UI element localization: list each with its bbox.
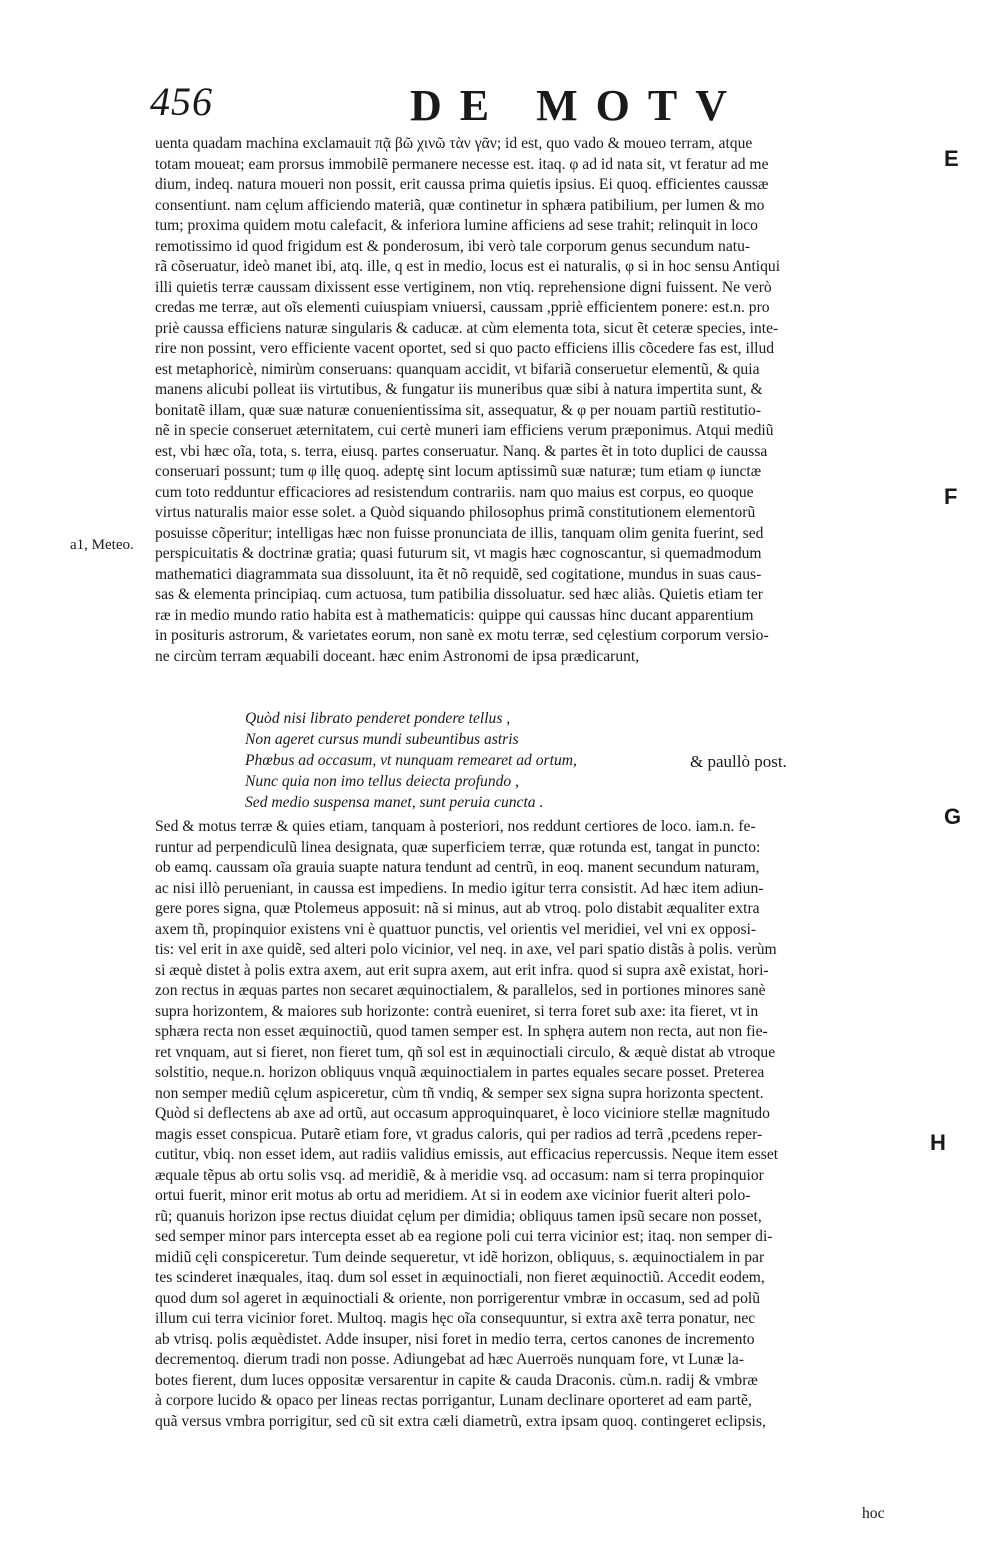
text-line: zon rectus in æquas partes non secaret æquinoctialem, & parallelos, sed in portiones minores sanè — [155, 982, 766, 999]
text-line: rire non possint, vero efficiente vacent oportet, sed si quo pacto efficiens illis cõcedere fas est, illud — [155, 340, 775, 357]
text-line: axem tñ, propinquior existens vni è quattuor punctis, vel orientis vel meridiei, vel vni ex opposi- — [155, 920, 757, 938]
verse-side-note: & paullò post. — [690, 752, 787, 771]
text-line: posuisse cõperitur; intelligas hæc non fuisse pronunciata de illis, tanquam olim genita fuerint, sed — [155, 524, 764, 542]
verse-quotation — [245, 708, 745, 813]
text-line: totam moueat; eam prorsus immobilẽ permanere necesse est. itaq. φ ad id nata sit, vt feratur ad me — [155, 155, 769, 173]
text-line: Phœbus ad occasum, vt nunquam remearet ad ortum, — [245, 752, 577, 769]
section-marker-f: F — [944, 484, 958, 509]
text-line: botes fierent, dum luces oppositæ versarentur in capite & cauda Draconis. cùm.n. radij & vmbræ — [155, 1371, 758, 1389]
text-line: cum toto redduntur efficaciores ad resistendum contrariis. nam quo maius est corpus, eo quoque — [155, 483, 754, 501]
text-line: supra horizontem, & maiores sub horizonte: contrà eueniret, si terra foret sub axe: ita fieret, vt in — [155, 1002, 759, 1020]
text-line: sed semper minor pars intercepta esset ab ea regione poli cui terra vicinior est; itaq. non semper di- — [155, 1228, 773, 1245]
text-line: in posituris astrorum, & varietates eorum, non sanè ex motu terræ, sed cęlestium corporum versio- — [155, 627, 769, 644]
text-line: est metaphoricè, nimirùm conseruans: quanquam accidit, vt bifariã conseruetur elementũ, & quia — [155, 360, 760, 378]
text-line: solstitio, neque.n. horizon obliquus vnquã æquinoctialem in partes equales secare posset. Preterea — [155, 1064, 765, 1081]
text-line: ab vtrisq. polis æquèdistet. Adde insuper, nisi foret in medio terra, certos canones de incremento — [155, 1330, 755, 1348]
text-line: tes scinderet inæquales, itaq. dum sol esset in æquinoctiali, non fieret æquinoctiũ. Accedit eodem, — [155, 1269, 765, 1286]
text-line: ortui fuerit, minor erit motus ab ortu ad meridiem. At si in eodem axe vicinior fuerit alteri polo- — [155, 1187, 751, 1204]
text-line: credas me terræ, aut oĩs elementi cuiuspiam vniuersi, caussam ,ppriè efficientem ponere: est.n. pro — [155, 299, 770, 316]
text-line: sas & elementa principiaq. cum actuosa, tum patibilia dissoluatur. sed hæc aliàs. Quietis etiam ter — [155, 586, 764, 603]
text-line: est, vbi hæc oĩa, tota, s. terra, eiusq. partes conseruatur. Nanq. & partes ẽt in toto duplici de caussa — [155, 442, 768, 460]
text-line: conseruari possunt; tum φ illę quoq. adeptę sint locum aptissimũ suæ naturæ; tum etiam φ iunctæ — [155, 463, 762, 480]
text-line: Sed & motus terræ & quies etiam, tanquam à posteriori, nos reddunt certiores de loco. iam.n. fe- — [155, 818, 756, 835]
text-line: non semper mediũ cęlum aspiceretur, cùm tñ vndiq, & semper sex signa supra horizonta spectent. — [155, 1084, 764, 1102]
text-line: mathematici diagrammata sua dissoluunt, ita ẽt nõ requidẽ, sed cogitatione, mundus in suas caus- — [155, 565, 762, 583]
text-line: Quòd si deflectens ab axe ad ortũ, aut occasum approquinquaret, è loco viciniore stellæ magnitudo — [155, 1105, 770, 1122]
text-line: runtur ad perpendiculũ linea designata, quæ superficiem terræ, quæ rotunda est, tangat in puncto: — [155, 838, 761, 856]
text-line: ret vnquam, aut si fieret, non fieret tum, qñ sol est in æquinoctiali circulo, & æquè distat ab vtroque — [155, 1043, 776, 1061]
text-line: virtus naturalis maior esse solet. a Quòd siquando philosophus primã constitutionem elementorũ — [155, 504, 756, 521]
text-line: ac nisi illò perueniant, in caussa est impediens. In medio igitur terra consistit. Ad hæc item adiun- — [155, 879, 764, 897]
text-line: tis: vel erit in axe quidẽ, sed alteri polo vicinior, vel neq. in axe, vel pari spatio distãs à polis. verùm — [155, 941, 777, 958]
text-line: illi quietis terræ caussam dixissent esse vertiginem, non vtiq. reprehensione digni fuissent. Ne verò — [155, 278, 772, 296]
running-title: DE MOTV — [410, 81, 745, 130]
text-line: quod dum sol ageret in æquinoctiali & oriente, non porrigerentur vmbræ in occasum, sed ad polũ — [155, 1289, 760, 1307]
text-line: bonitatẽ illam, quæ suæ naturæ conuenientissima sit, assequatur, & φ per nouam partiũ restitutio- — [155, 401, 762, 419]
text-line: si æquè distet à polis extra axem, aut erit supra axem, aut erit infra. quod si supra axẽ existat, hori- — [155, 961, 769, 979]
text-line: rũ; quanuis horizon ipse rectus diuidat cęlum per dimidia; obliquus tamen ipsũ secare non posset, — [155, 1207, 762, 1225]
text-line: rã cõseruatur, ideò manet ibi, atq. ille, q est in medio, locus est ei naturalis, φ si in hoc sensu Antiqui — [155, 258, 781, 275]
text-line: ræ in medio mundo ratio habita est à mathematicis: quippe qui caussas hinc ducant apparentium — [155, 606, 754, 624]
text-line: midiũ cęli conspiceretur. Tum deinde sequeretur, vt idẽ horizon, obliquus, s. æquinoctialem in par — [155, 1248, 765, 1266]
text-line: Non ageret cursus mundi subeuntibus astris — [245, 731, 519, 748]
text-line: quã versus vmbra porrigitur, sed cũ sit extra cæli diametrũ, extra ipsam quoq. contingeret eclipsis, — [155, 1412, 766, 1430]
text-line: illum cui terra vicinior foret. Multoq. magis hęc oĩa consequuntur, si extra axẽ terra ponatur, nec — [155, 1310, 756, 1327]
text-line: gere pores signa, quæ Ptolemeus apposuit: nã si minus, aut ab vtroq. polo distabit æqualiter extra — [155, 900, 760, 917]
section-marker-e: E — [944, 146, 959, 171]
page-number: 456 — [150, 79, 213, 124]
text-line: ob eamq. caussam oĩa grauia suapte natura tendunt ad centrũ, in eoq. manent secundum naturam, — [155, 859, 760, 876]
text-line: perspicuitatis & doctrinæ gratia; quasi futurum sit, vt magis hæc cognoscantur, si quemadmodum — [155, 545, 762, 562]
text-line: uenta quadam machina exclamauit πᾷ βῶ χινῶ τὰν γᾶν; id est, quo vado & moueo terram, atque — [155, 135, 753, 152]
text-line: æquale tẽpus ab ortu solis vsq. ad meridiẽ, & à meridie vsq. ad occasum: nam si terra propinquior — [155, 1166, 764, 1184]
text-line: consentiunt. nam cęlum afficiendo materiã, quæ continetur in sphæra patibilium, per lumen & mo — [155, 196, 765, 214]
catchword: hoc — [862, 1505, 885, 1522]
text-line: Quòd nisi librato penderet pondere tellus , — [245, 710, 511, 727]
section-marker-h: H — [930, 1130, 946, 1155]
margin-note: a1, Meteo. — [70, 537, 134, 553]
text-line: tum; proxima quidem motu calefacit, & inferiora lumine afficiens ad sese trahit; relinquit in loco — [155, 217, 758, 234]
text-line: cutitur, vbiq. non esset idem, aut radiis validius emissis, aut efficacius repercussis. Neque item esset — [155, 1146, 779, 1163]
text-line: decrementoq. dierum tradi non posse. Adiungebat ad hæc Auerroës nunquam fore, vt Lunæ la- — [155, 1351, 744, 1368]
text-line: Sed medio suspensa manet, sunt peruia cuncta . — [245, 794, 544, 811]
body-text-part-2 — [155, 817, 930, 1432]
text-line: remotissimo id quod frigidum est & ponderosum, ibi verò tale corporum genus secundum natu- — [155, 237, 751, 255]
text-line: Nunc quia non imo tellus deiecta profundo , — [245, 773, 520, 790]
text-line: sphæra recta non esset æquinoctiũ, quod tamen semper est. In sphęra autem non recta, aut non fie- — [155, 1023, 768, 1040]
text-line: à corpore lucido & opaco per lineas rectas porrigantur, Lunam declinare oporteret ad eam partẽ, — [155, 1392, 752, 1409]
text-line: dium, indeq. natura moueri non possit, erit caussa prima quietis ipsius. Ei quoq. efficientes caussæ — [155, 176, 769, 193]
text-line: manens alicubi polleat iis virtutibus, & fungatur iis muneribus quæ sibi à natura impertita sunt, & — [155, 381, 763, 398]
text-line: nẽ in specie conseruet æternitatem, cui certè muneri iam efficiens verum præponimus. Atqui mediũ — [155, 422, 774, 439]
text-line: priè caussa efficiens naturæ singularis & caducæ. at cùm elementa tota, sicut ẽt ceteræ species, inte- — [155, 319, 779, 337]
section-marker-g: G — [944, 804, 962, 829]
body-text-part-1 — [155, 134, 930, 667]
text-line: ne circùm terram æquabili doceant. hæc enim Astronomi de ipsa prædicarunt, — [155, 647, 640, 665]
text-line: magis esset conspicua. Putarẽ etiam fore, vt gradus caloris, qui per radios ad terrã ,pcedens reper- — [155, 1125, 763, 1143]
